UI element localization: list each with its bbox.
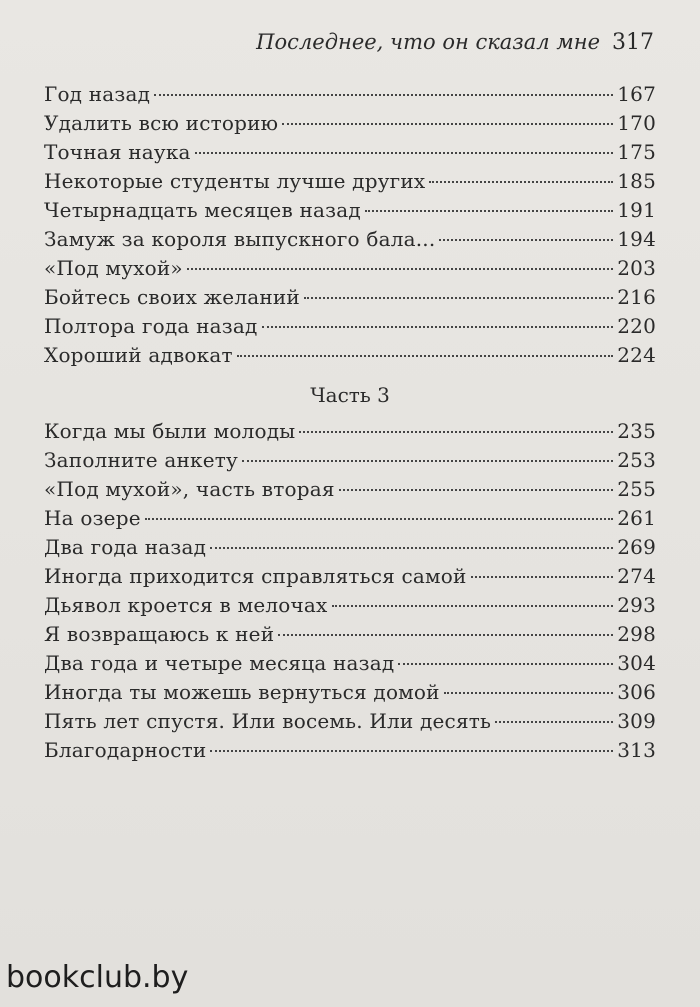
toc-list-part2 — [44, 82, 656, 372]
dot-leader — [278, 634, 613, 636]
dot-leader — [332, 605, 614, 607]
dot-leader — [187, 268, 613, 270]
toc-entry-title: Два года и четыре месяца назад — [44, 651, 395, 675]
toc-entry — [44, 477, 656, 506]
toc-entry-page: 235 — [617, 419, 656, 443]
toc-entry — [44, 738, 656, 767]
toc-entry-title: Дьявол кроется в мелочах — [44, 593, 328, 617]
dot-leader — [262, 326, 614, 328]
toc-entry-page: 191 — [617, 198, 656, 222]
page-number: 317 — [612, 30, 654, 55]
part-heading: Часть 3 — [310, 383, 390, 407]
dot-leader — [195, 152, 614, 154]
toc-entry — [44, 651, 656, 680]
toc-entry — [44, 593, 656, 622]
toc-entry-page: 170 — [617, 111, 656, 135]
dot-leader — [210, 547, 613, 549]
dot-leader — [145, 518, 613, 520]
watermark-logo: bookclub.by — [6, 960, 189, 995]
toc-entry — [44, 535, 656, 564]
dot-leader — [304, 297, 613, 299]
toc-entry-page: 220 — [617, 314, 656, 338]
toc-entry — [44, 82, 656, 111]
toc-entry-page: 304 — [617, 651, 656, 675]
toc-entry-title: Полтора года назад — [44, 314, 258, 338]
toc-entry-title: Иногда ты можешь вернуться домой — [44, 680, 440, 704]
running-title: Последнее, что он сказал мне — [256, 30, 600, 54]
toc-entry-page: 313 — [617, 738, 656, 762]
toc-entry — [44, 140, 656, 169]
toc-entry-page: 194 — [617, 227, 656, 251]
dot-leader — [282, 123, 613, 125]
dot-leader — [365, 210, 613, 212]
toc-entry-page: 306 — [617, 680, 656, 704]
toc-entry-page: 293 — [617, 593, 656, 617]
dot-leader — [471, 576, 614, 578]
dot-leader — [299, 431, 613, 433]
toc-entry-title: Точная наука — [44, 140, 191, 164]
toc-entry — [44, 198, 656, 227]
toc-entry-title: Благодарности — [44, 738, 207, 762]
dot-leader — [439, 239, 613, 241]
toc-entry-title: «Под мухой», часть вторая — [44, 477, 335, 501]
toc-entry-page: 253 — [617, 448, 656, 472]
toc-entry-title: Удалить всю историю — [44, 111, 279, 135]
toc-entry-page: 261 — [617, 506, 656, 530]
toc-entry-title: Заполните анкету — [44, 448, 239, 472]
running-header — [44, 30, 654, 55]
toc-entry-title: Хороший адвокат — [44, 343, 233, 367]
toc-entry — [44, 709, 656, 738]
toc-entry-page: 274 — [617, 564, 656, 588]
toc-entry — [44, 111, 656, 140]
dot-leader — [237, 355, 613, 357]
toc-entry-page: 309 — [617, 709, 656, 733]
toc-entry-title: Иногда приходится справляться самой — [44, 564, 467, 588]
dot-leader — [242, 460, 613, 462]
toc-entry-page: 224 — [617, 343, 656, 367]
toc-entry — [44, 169, 656, 198]
toc-entry-page: 269 — [617, 535, 656, 559]
toc-entry-title: Когда мы были молоды — [44, 419, 296, 443]
toc-entry-title: Два года назад — [44, 535, 207, 559]
toc-entry-title: Бойтесь своих желаний — [44, 285, 300, 309]
toc-entry — [44, 564, 656, 593]
toc-entry-page: 203 — [617, 256, 656, 280]
dot-leader — [210, 750, 613, 752]
dot-leader — [339, 489, 614, 491]
toc-entry — [44, 343, 656, 372]
toc-entry — [44, 227, 656, 256]
dot-leader — [398, 663, 613, 665]
toc-entry — [44, 256, 656, 285]
toc-entry-title: На озере — [44, 506, 141, 530]
toc-entry-page: 298 — [617, 622, 656, 646]
toc-entry-page: 255 — [617, 477, 656, 501]
toc-entry-page: 216 — [617, 285, 656, 309]
toc-entry-page: 185 — [617, 169, 656, 193]
toc-entry-title: Я возвращаюсь к ней — [44, 622, 275, 646]
toc-entry-title: Год назад — [44, 82, 151, 106]
dot-leader — [154, 94, 613, 96]
toc-entry — [44, 285, 656, 314]
toc-entry-page: 175 — [617, 140, 656, 164]
toc-entry — [44, 314, 656, 343]
toc-entry-title: Пять лет спустя. Или восемь. Или десять — [44, 709, 492, 733]
toc-entry-title: Замуж за короля выпускного бала... — [44, 227, 436, 251]
toc-entry — [44, 506, 656, 535]
toc-entry — [44, 622, 656, 651]
toc-entry-title: «Под мухой» — [44, 256, 183, 280]
toc-entry — [44, 448, 656, 477]
toc-entry-title: Четырнадцать месяцев назад — [44, 198, 361, 222]
dot-leader — [444, 692, 614, 694]
dot-leader — [495, 721, 613, 723]
toc-entry — [44, 419, 656, 448]
toc-entry-title: Некоторые студенты лучше других — [44, 169, 426, 193]
toc-entry-page: 167 — [617, 82, 656, 106]
toc-entry — [44, 680, 656, 709]
dot-leader — [429, 181, 613, 183]
toc-list-part3 — [44, 419, 656, 767]
